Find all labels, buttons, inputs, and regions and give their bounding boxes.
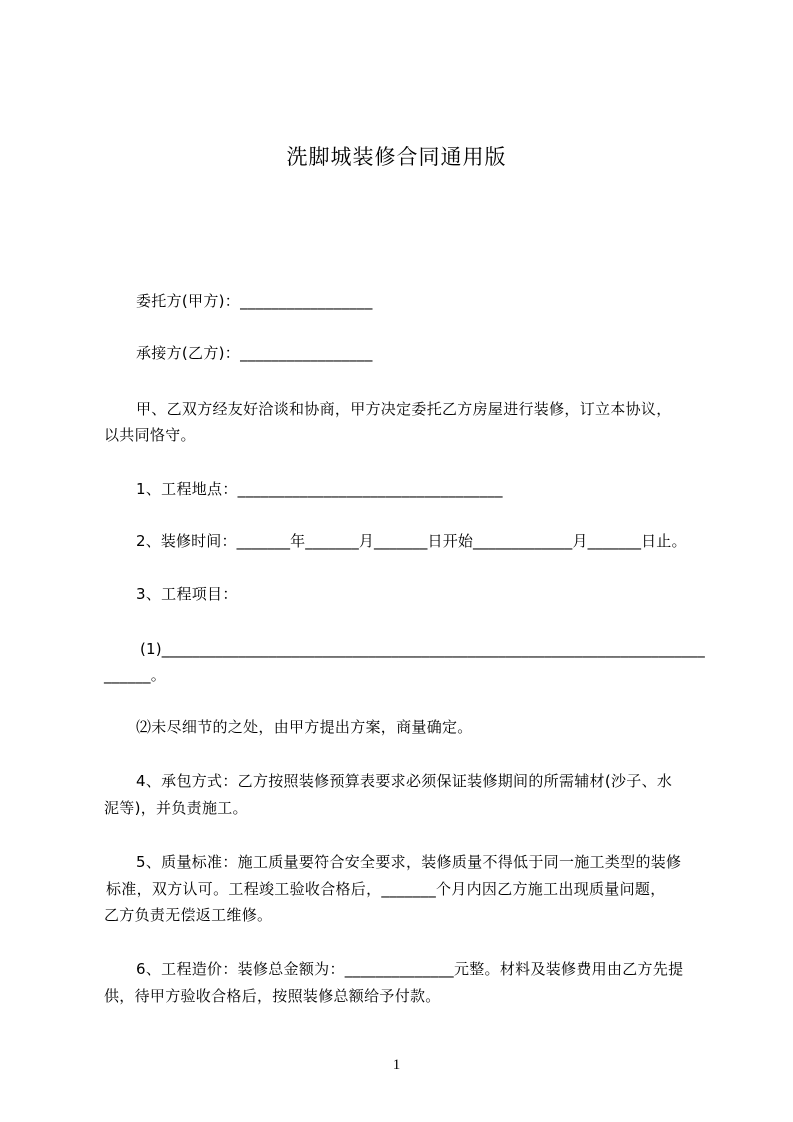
intro-line-1: 甲、乙双方经友好洽谈和协商，甲方决定委托乙方房屋进行装修，订立本协议， bbox=[136, 400, 672, 418]
clause-1-location: 1、工程地点：__________________________________ bbox=[136, 480, 503, 498]
clause-5-line-2: 标准，双方认可。工程竣工验收合格后，_______个月内因乙方施工出现质量问题， bbox=[106, 880, 666, 898]
clause-5-line-1: 5、质量标准：施工质量要符合安全要求，装修质量不得低于同一施工类型的装修 bbox=[136, 853, 682, 871]
item-1-line-1: (1)_______________________________________________________________________ bbox=[140, 640, 705, 658]
item-1-line-2: ______。 bbox=[104, 666, 167, 684]
document-title: 洗脚城装修合同通用版 bbox=[286, 145, 507, 169]
intro-line-2: 以共同恪守。 bbox=[104, 426, 196, 444]
clause-6-line-2: 供，待甲方验收合格后，按照装修总额给予付款。 bbox=[104, 987, 441, 1005]
clause-4-line-2: 泥等)，并负责施工。 bbox=[104, 799, 248, 817]
clause-3-items: 3、工程项目： bbox=[136, 585, 238, 603]
party-a-line: 委托方(甲方)：_________________ bbox=[136, 292, 373, 310]
page-number: 1 bbox=[392, 1057, 401, 1073]
clause-6-line-1: 6、工程造价：装修总金额为：______________元整。材料及装修费用由乙方先提 bbox=[136, 960, 684, 978]
clause-5-line-3: 乙方负责无偿返工维修。 bbox=[104, 906, 273, 924]
clause-2-schedule: 2、装修时间：_______年_______月_______日开始_____________月_______日止。 bbox=[136, 532, 687, 550]
party-b-line: 承接方(乙方)：_________________ bbox=[136, 344, 373, 362]
clause-4-line-1: 4、承包方式：乙方按照装修预算表要求必须保证装修期间的所需辅材(沙子、水 bbox=[136, 772, 673, 790]
item-2: ⑵未尽细节的之处，由甲方提出方案，商量确定。 bbox=[136, 718, 473, 736]
